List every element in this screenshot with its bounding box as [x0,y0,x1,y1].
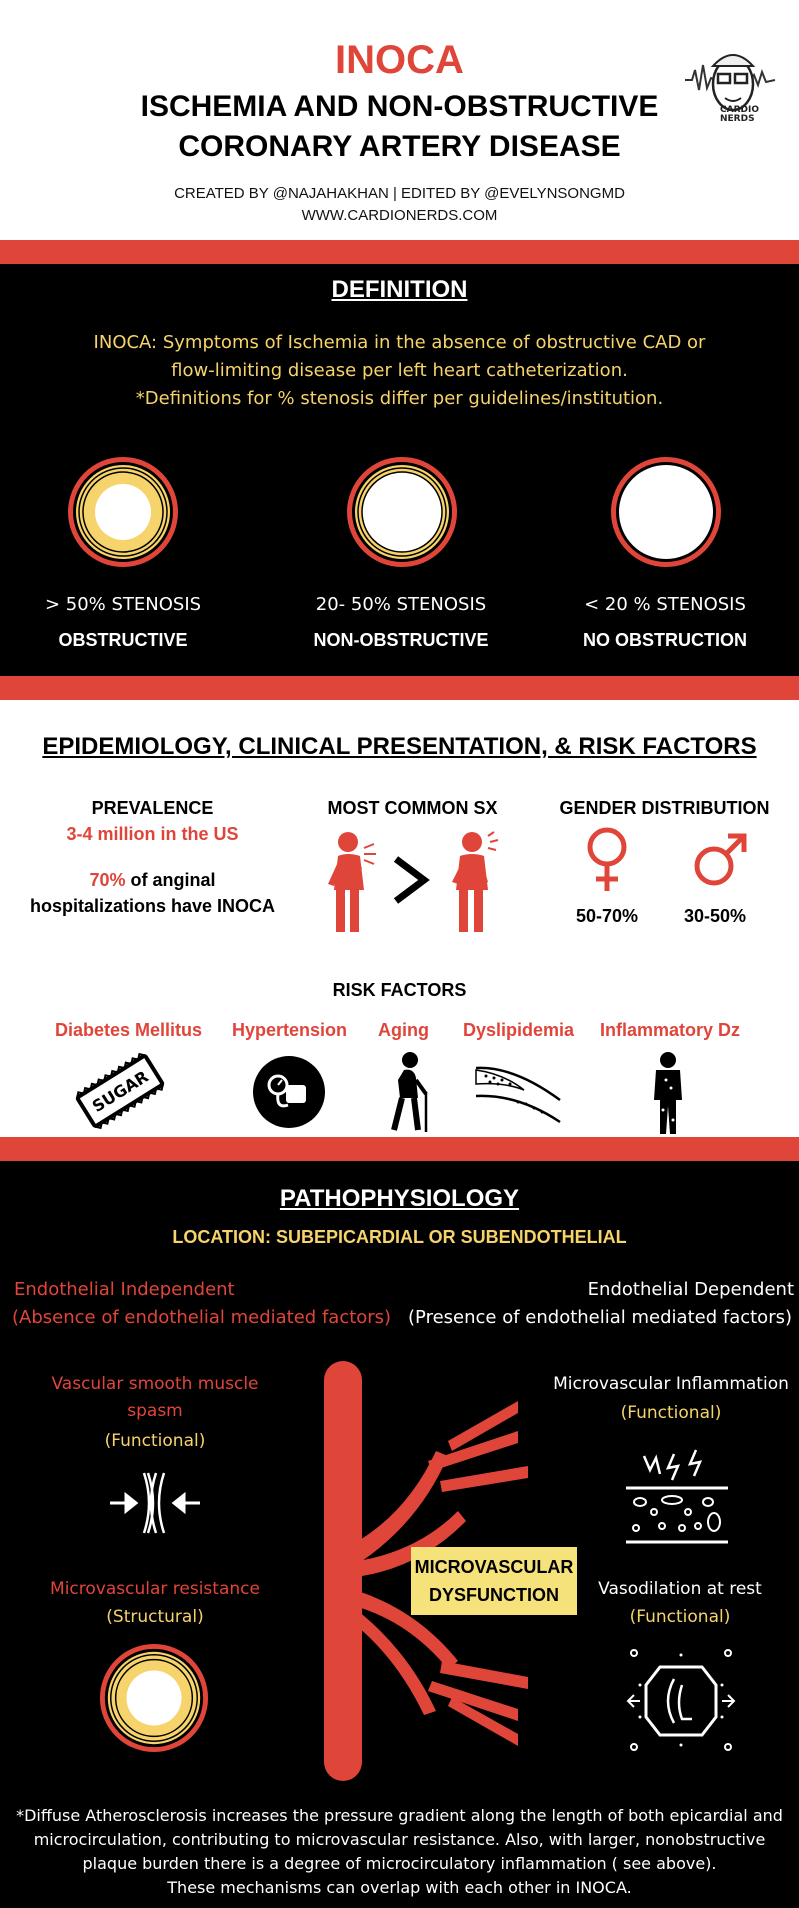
header-section [0,0,799,240]
endothelial-dependent-title: Endothelial Dependent [587,1279,794,1300]
chest-pain-person-icon [320,828,382,938]
risk-factor-label: Inflammatory Dz [600,1020,741,1040]
hospitalization-text: hospitalizations have INOCA [29,896,276,916]
divider-stripe [0,240,799,264]
vessel-no-obstruction-icon [608,454,724,570]
microvascular-resistance-type: (Structural) [106,1607,204,1627]
definition-line-3: *Definitions for % stenosis differ per guidelines/institution. [135,388,664,409]
male-percent: 30-50% [683,906,747,926]
endothelial-independent-subtitle: (Absence of endothelial mediated factors) [12,1307,392,1328]
svg-text:CARDIO: CARDIO [720,105,759,115]
sugar-packet-icon [70,1052,170,1130]
microvascular-inflammation-type: (Functional) [620,1403,722,1423]
footnote-line-2: microcirculation, contributing to microvascular resistance. Also, with larger, nonobstructive [33,1830,766,1849]
vsm-spasm-type: (Functional) [104,1431,206,1451]
vessel-obstructive-icon [65,454,181,570]
stenosis-label-2: 20- 50% STENOSIS [315,594,487,615]
category-label-1: OBSTRUCTIVE [58,630,188,650]
anginal-stat [20,870,285,891]
category-label-2: NON-OBSTRUCTIVE [313,630,489,650]
stenosis-label-1: > 50% STENOSIS [44,594,202,615]
most-common-sx-title: MOST COMMON SX [327,798,498,818]
divider-stripe [0,676,799,700]
endothelial-dependent-subtitle: (Presence of endothelial mediated factors) [408,1307,792,1328]
blood-pressure-icon [252,1055,326,1129]
page-subtitle-line-1: ISCHEMIA AND NON-OBSTRUCTIVE [140,90,659,123]
definition-line-1: INOCA: Symptoms of Ischemia in the absence of obstructive CAD or [93,332,706,353]
vsm-spasm-line-1: Vascular smooth muscle [51,1374,259,1394]
vasodilation-type: (Functional) [629,1607,731,1627]
microvascular-inflammation-title: Microvascular Inflammation [553,1374,789,1394]
risk-factor-label: Diabetes Mellitus [55,1020,203,1040]
gender-distribution-title: GENDER DISTRIBUTION [559,798,770,818]
vasodilation-title: Vasodilation at rest [598,1579,762,1599]
plaque-artery-icon [474,1060,562,1126]
pathophysiology-section [0,1161,799,1908]
definition-heading: DEFINITION [331,276,468,303]
definition-line-2: flow-limiting disease per left heart catheterization. [171,360,628,381]
risk-factor-label: Aging [378,1020,429,1040]
female-percent: 50-70% [575,906,639,926]
elderly-person-icon [382,1050,432,1134]
footnote-line-4: These mechanisms can overlap with each other in INOCA. [167,1878,632,1897]
microvascular-dysfunction-label [411,1547,577,1615]
vsm-spasm-line-2: spasm [127,1401,183,1421]
vasodilation-icon [626,1645,736,1755]
vessel-non-obstructive-icon [344,454,460,570]
anginal-percent: 70% [89,870,126,890]
greater-than-icon [390,855,430,905]
pathophysiology-heading: PATHOPHYSIOLOGY [279,1185,520,1212]
website: WWW.CARDIONERDS.COM [301,207,498,224]
prevalence-title: PREVALENCE [91,798,214,818]
divider-stripe [0,1137,799,1161]
vasoconstriction-icon [108,1471,202,1535]
dyspnea-person-icon [442,828,504,938]
svg-text:NERDS: NERDS [720,114,755,122]
male-icon [690,830,750,890]
category-label-3: NO OBSTRUCTION [583,630,747,650]
anginal-text: of anginal [125,870,216,890]
center-label-line-2: DYSFUNCTION [429,1585,559,1605]
cardionerds-logo [680,40,780,122]
center-label-line-1: MICROVASCULAR [414,1557,574,1577]
stenosis-label-3: < 20 % STENOSIS [584,594,746,615]
endothelial-independent-title: Endothelial Independent [14,1279,235,1300]
vessel-cross-section-icon [97,1641,211,1755]
footnote-line-1: *Diffuse Atherosclerosis increases the pressure gradient along the length of both epicardial and [16,1806,783,1825]
svg-text:SUGAR: SUGAR [88,1066,152,1117]
inflammation-icon [622,1446,732,1546]
female-icon [582,825,632,895]
microvascular-resistance-title: Microvascular resistance [50,1579,260,1599]
credits: CREATED BY @NAJAHAKHAN | EDITED BY @EVELYNSONGMD [174,185,625,202]
definition-section [0,264,799,676]
page-title: INOCA [335,38,464,82]
epidemiology-heading: EPIDEMIOLOGY, CLINICAL PRESENTATION, & RISK FACTORS [42,733,757,760]
risk-factors-title: RISK FACTORS [332,980,467,1000]
location-text: LOCATION: SUBEPICARDIAL OR SUBENDOTHELIAL [172,1227,627,1247]
inflammation-body-icon [648,1050,688,1136]
footnote-line-3: plaque burden there is a degree of microcirculatory inflammation ( see above). [82,1854,717,1873]
risk-factor-label: Dyslipidemia [463,1020,575,1040]
epidemiology-section [0,700,799,1137]
page-subtitle-line-2: CORONARY ARTERY DISEASE [178,130,621,163]
prevalence-value: 3-4 million in the US [66,824,239,844]
risk-factor-label: Hypertension [232,1020,348,1040]
